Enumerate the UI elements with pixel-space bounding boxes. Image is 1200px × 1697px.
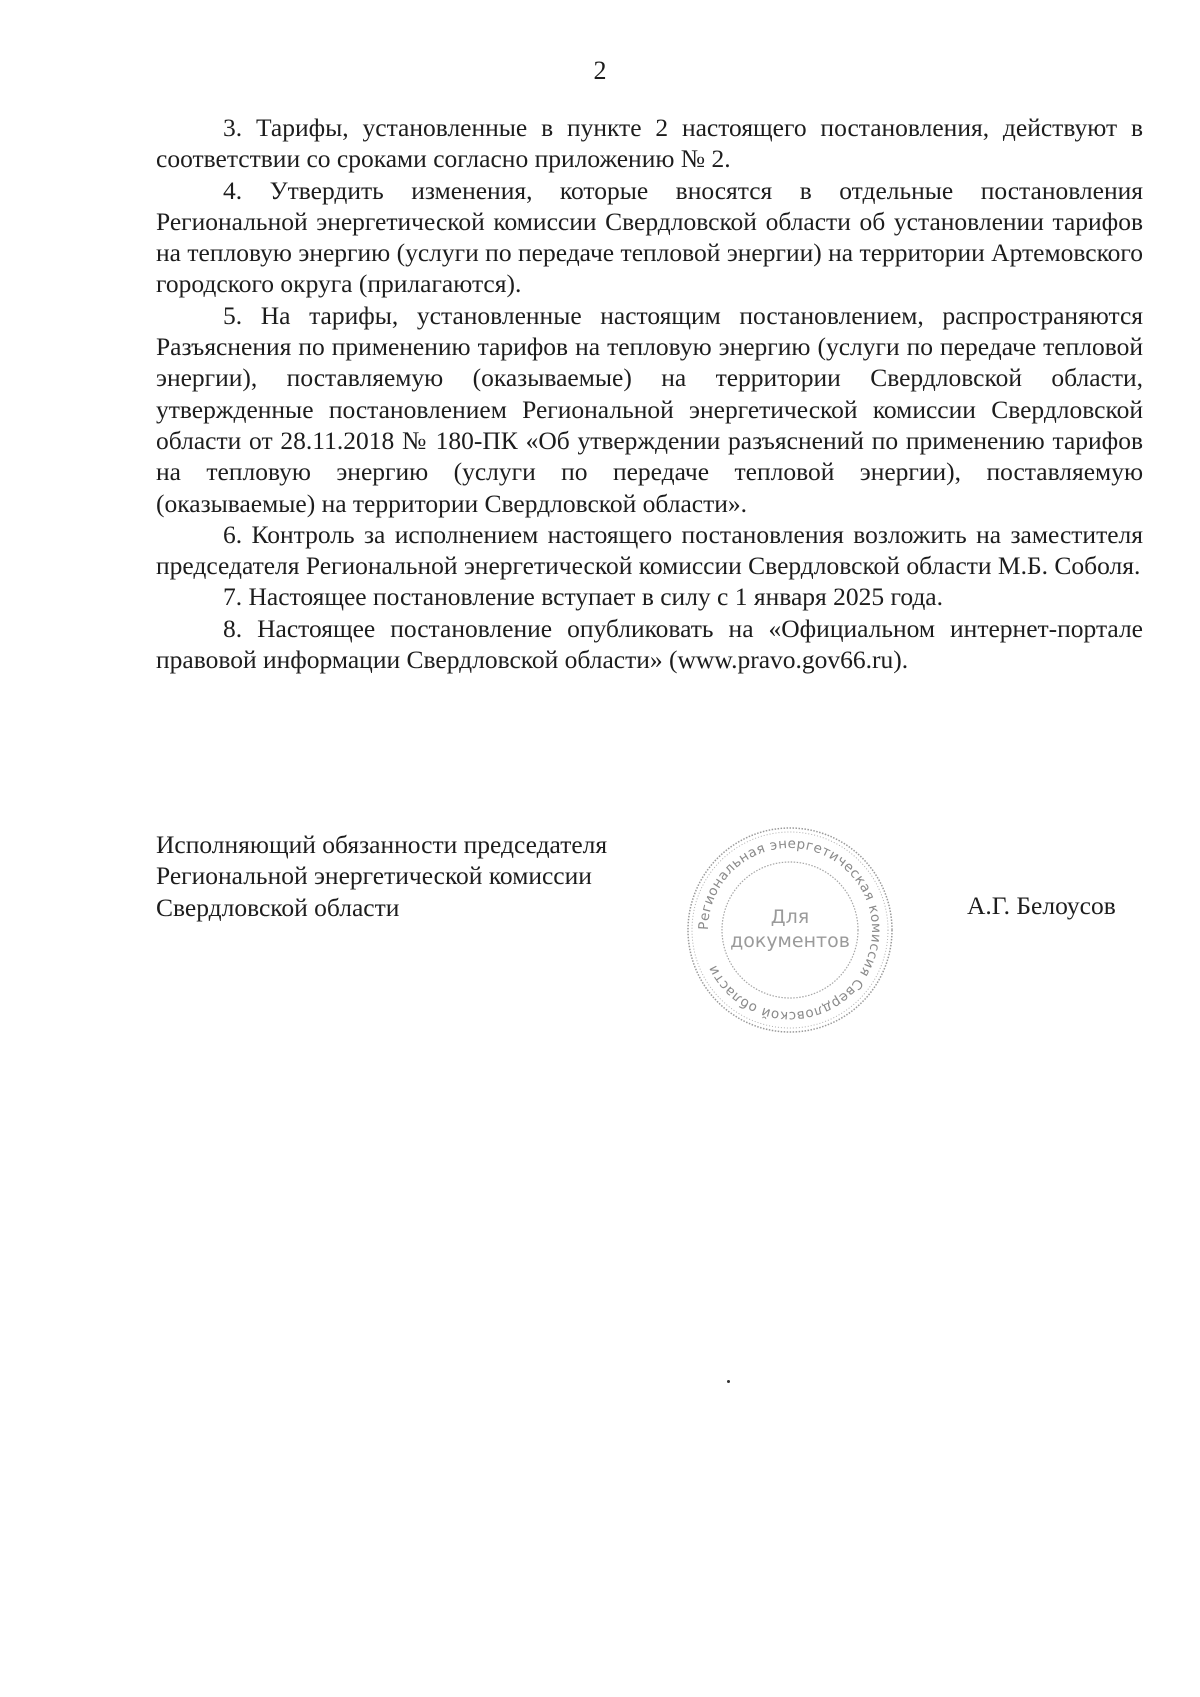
document-body xyxy=(156,112,1143,675)
signatory-title-line: Региональной энергетической комиссии xyxy=(156,861,592,891)
official-stamp xyxy=(685,825,895,1035)
stamp-graphic xyxy=(685,825,895,1035)
paragraph-8: 8. Настоящее постановление опубликовать на «Официальном интернет-портале правовой информации Свердловской области» (www.pravo.gov66.ru). xyxy=(156,613,1143,675)
stamp-center-line-1: Для xyxy=(770,906,810,928)
page-number: 2 xyxy=(593,56,607,85)
paragraph-4: 4. Утвердить изменения, которые вносятся в отдельные постановления Региональной энергетической комиссии Свердловской области об установлении тарифов на тепловую энергию (услуги по передаче тепловой энергии) на территории Артемовского городского округа (прилагаются). xyxy=(156,175,1143,299)
signatory-title xyxy=(156,829,607,923)
stamp-center-line-2: документов xyxy=(730,930,850,952)
stamp-ring-text: Региональная энергетическая комиссия Свердловской области xyxy=(695,835,885,1025)
paragraph-5: 5. На тарифы, установленные настоящим постановлением, распространяются Разъяснения по применению тарифов на тепловую энергию (услуги по передаче тепловой энергии), поставляемую (оказываемые) на территории Свердловской области, утвержденные постановлением Региональной энергетической комиссии Свердловской области от 28.11.2018 № 180-ПК «Об утверждении разъяснений по применению тарифов на тепловую энергию (услуги по передаче тепловой энергии), поставляемую (оказываемые) на территории Свердловской области». xyxy=(156,300,1143,518)
scan-speck xyxy=(727,1380,730,1383)
signer-name: А.Г. Белоусов xyxy=(967,891,1116,920)
signatory-title-line: Исполняющий обязанности председателя xyxy=(156,830,608,859)
signatory-title-line: Свердловской области xyxy=(156,892,400,922)
paragraph-6: 6. Контроль за исполнением настоящего постановления возложить на заместителя председателя Региональной энергетической комиссии Свердловской области М.Б. Соболя. xyxy=(156,519,1143,581)
paragraph-3: 3. Тарифы, установленные в пункте 2 настоящего постановления, действуют в соответствии со сроками согласно приложению № 2. xyxy=(156,113,1143,174)
paragraph-7: 7. Настоящее постановление вступает в силу с 1 января 2025 года. xyxy=(223,582,944,612)
